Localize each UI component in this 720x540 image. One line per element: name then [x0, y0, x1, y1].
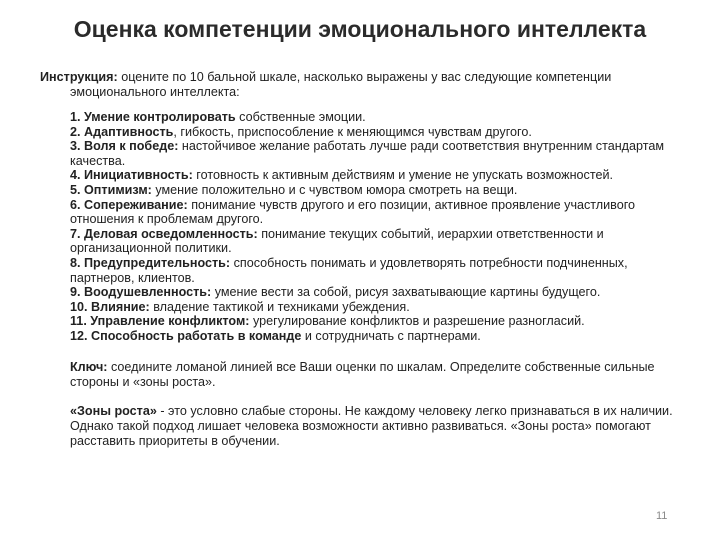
- competency-description: собственные эмоции.: [235, 110, 366, 124]
- instruction-text-continued: эмоционального интеллекта:: [70, 85, 240, 99]
- competency-name: 8. Предупредительность:: [70, 255, 231, 270]
- competency-name: 12. Способность работать в команде: [70, 328, 302, 343]
- list-item: [70, 285, 690, 300]
- competency-description: настойчивое желание работать лучше ради соответствия внутренним стандартам качества.: [70, 139, 665, 168]
- competency-description: владение тактикой и техниками убеждения.: [149, 299, 410, 314]
- competency-description: и сотрудничать с партнерами.: [301, 328, 481, 343]
- page-number: 11: [656, 510, 668, 522]
- competency-name: 1. Умение контролировать: [70, 110, 236, 124]
- growth-zones-text: - это условно слабые стороны. Не каждому человеку легко признаваться в их наличии. Однако такой подход лишает человека возможности активно развиваться. «Зоны роста» помогают расставить приоритеты в обучении.: [70, 404, 673, 448]
- competency-name: 5. Оптимизм:: [70, 182, 152, 197]
- competency-name: 7. Деловая осведомленность:: [70, 226, 258, 241]
- competency-name: 9. Воодушевленность:: [70, 285, 212, 300]
- competency-name: 2. Адаптивность: [70, 124, 174, 139]
- competency-name: 3. Воля к победе:: [70, 139, 179, 154]
- list-item: [70, 168, 690, 183]
- list-item: [70, 198, 690, 227]
- growth-zones-label: «Зоны роста»: [70, 404, 157, 418]
- competency-description: понимание чувств другого и его позиции, активное проявление участливого отношения к проблемам другого.: [70, 197, 636, 227]
- key-label: Ключ:: [70, 360, 108, 374]
- competency-description: понимание текущих событий, иерархии ответственности и организационной политики.: [70, 226, 604, 256]
- list-item: [70, 300, 690, 315]
- competency-name: 4. Инициативность:: [70, 168, 193, 183]
- instruction: [40, 70, 690, 100]
- key-text: соедините ломаной линией все Ваши оценки по шкалам. Определите собственные сильные стороны и «зоны роста».: [70, 360, 655, 389]
- competency-description: умение положительно и с чувством юмора смотреть на вещи.: [151, 182, 518, 197]
- list-item: [70, 139, 690, 168]
- competency-name: 10. Влияние:: [70, 299, 150, 314]
- list-item: [70, 329, 690, 344]
- competency-description: , гибкость, приспособление к меняющимся чувствам другого.: [173, 124, 532, 139]
- competency-name: 11. Управление конфликтом:: [70, 314, 250, 329]
- list-item: [70, 227, 690, 256]
- competency-description: урегулирование конфликтов и разрешение разногласий.: [249, 314, 585, 329]
- list-item: [70, 110, 690, 125]
- list-item: [70, 256, 690, 285]
- competency-description: готовность к активным действиям и умение не упускать возможностей.: [192, 168, 613, 183]
- instruction-text: оцените по 10 бальной шкале, насколько выражены у вас следующие компетенции: [117, 70, 612, 84]
- growth-zones-paragraph: [70, 404, 690, 449]
- instruction-label: Инструкция:: [40, 70, 118, 84]
- slide-title: Оценка компетенции эмоционального интеллекта: [73, 16, 647, 42]
- competency-list: [70, 110, 690, 344]
- key-paragraph: [70, 360, 690, 390]
- list-item: [70, 125, 690, 140]
- list-item: [70, 314, 690, 329]
- list-item: [70, 183, 690, 198]
- competency-description: умение вести за собой, рисуя захватывающие картины будущего.: [211, 285, 601, 300]
- competency-description: способность понимать и удовлетворять потребности подчиненных, партнеров, клиентов.: [70, 255, 628, 285]
- competency-name: 6. Сопереживание:: [70, 197, 188, 212]
